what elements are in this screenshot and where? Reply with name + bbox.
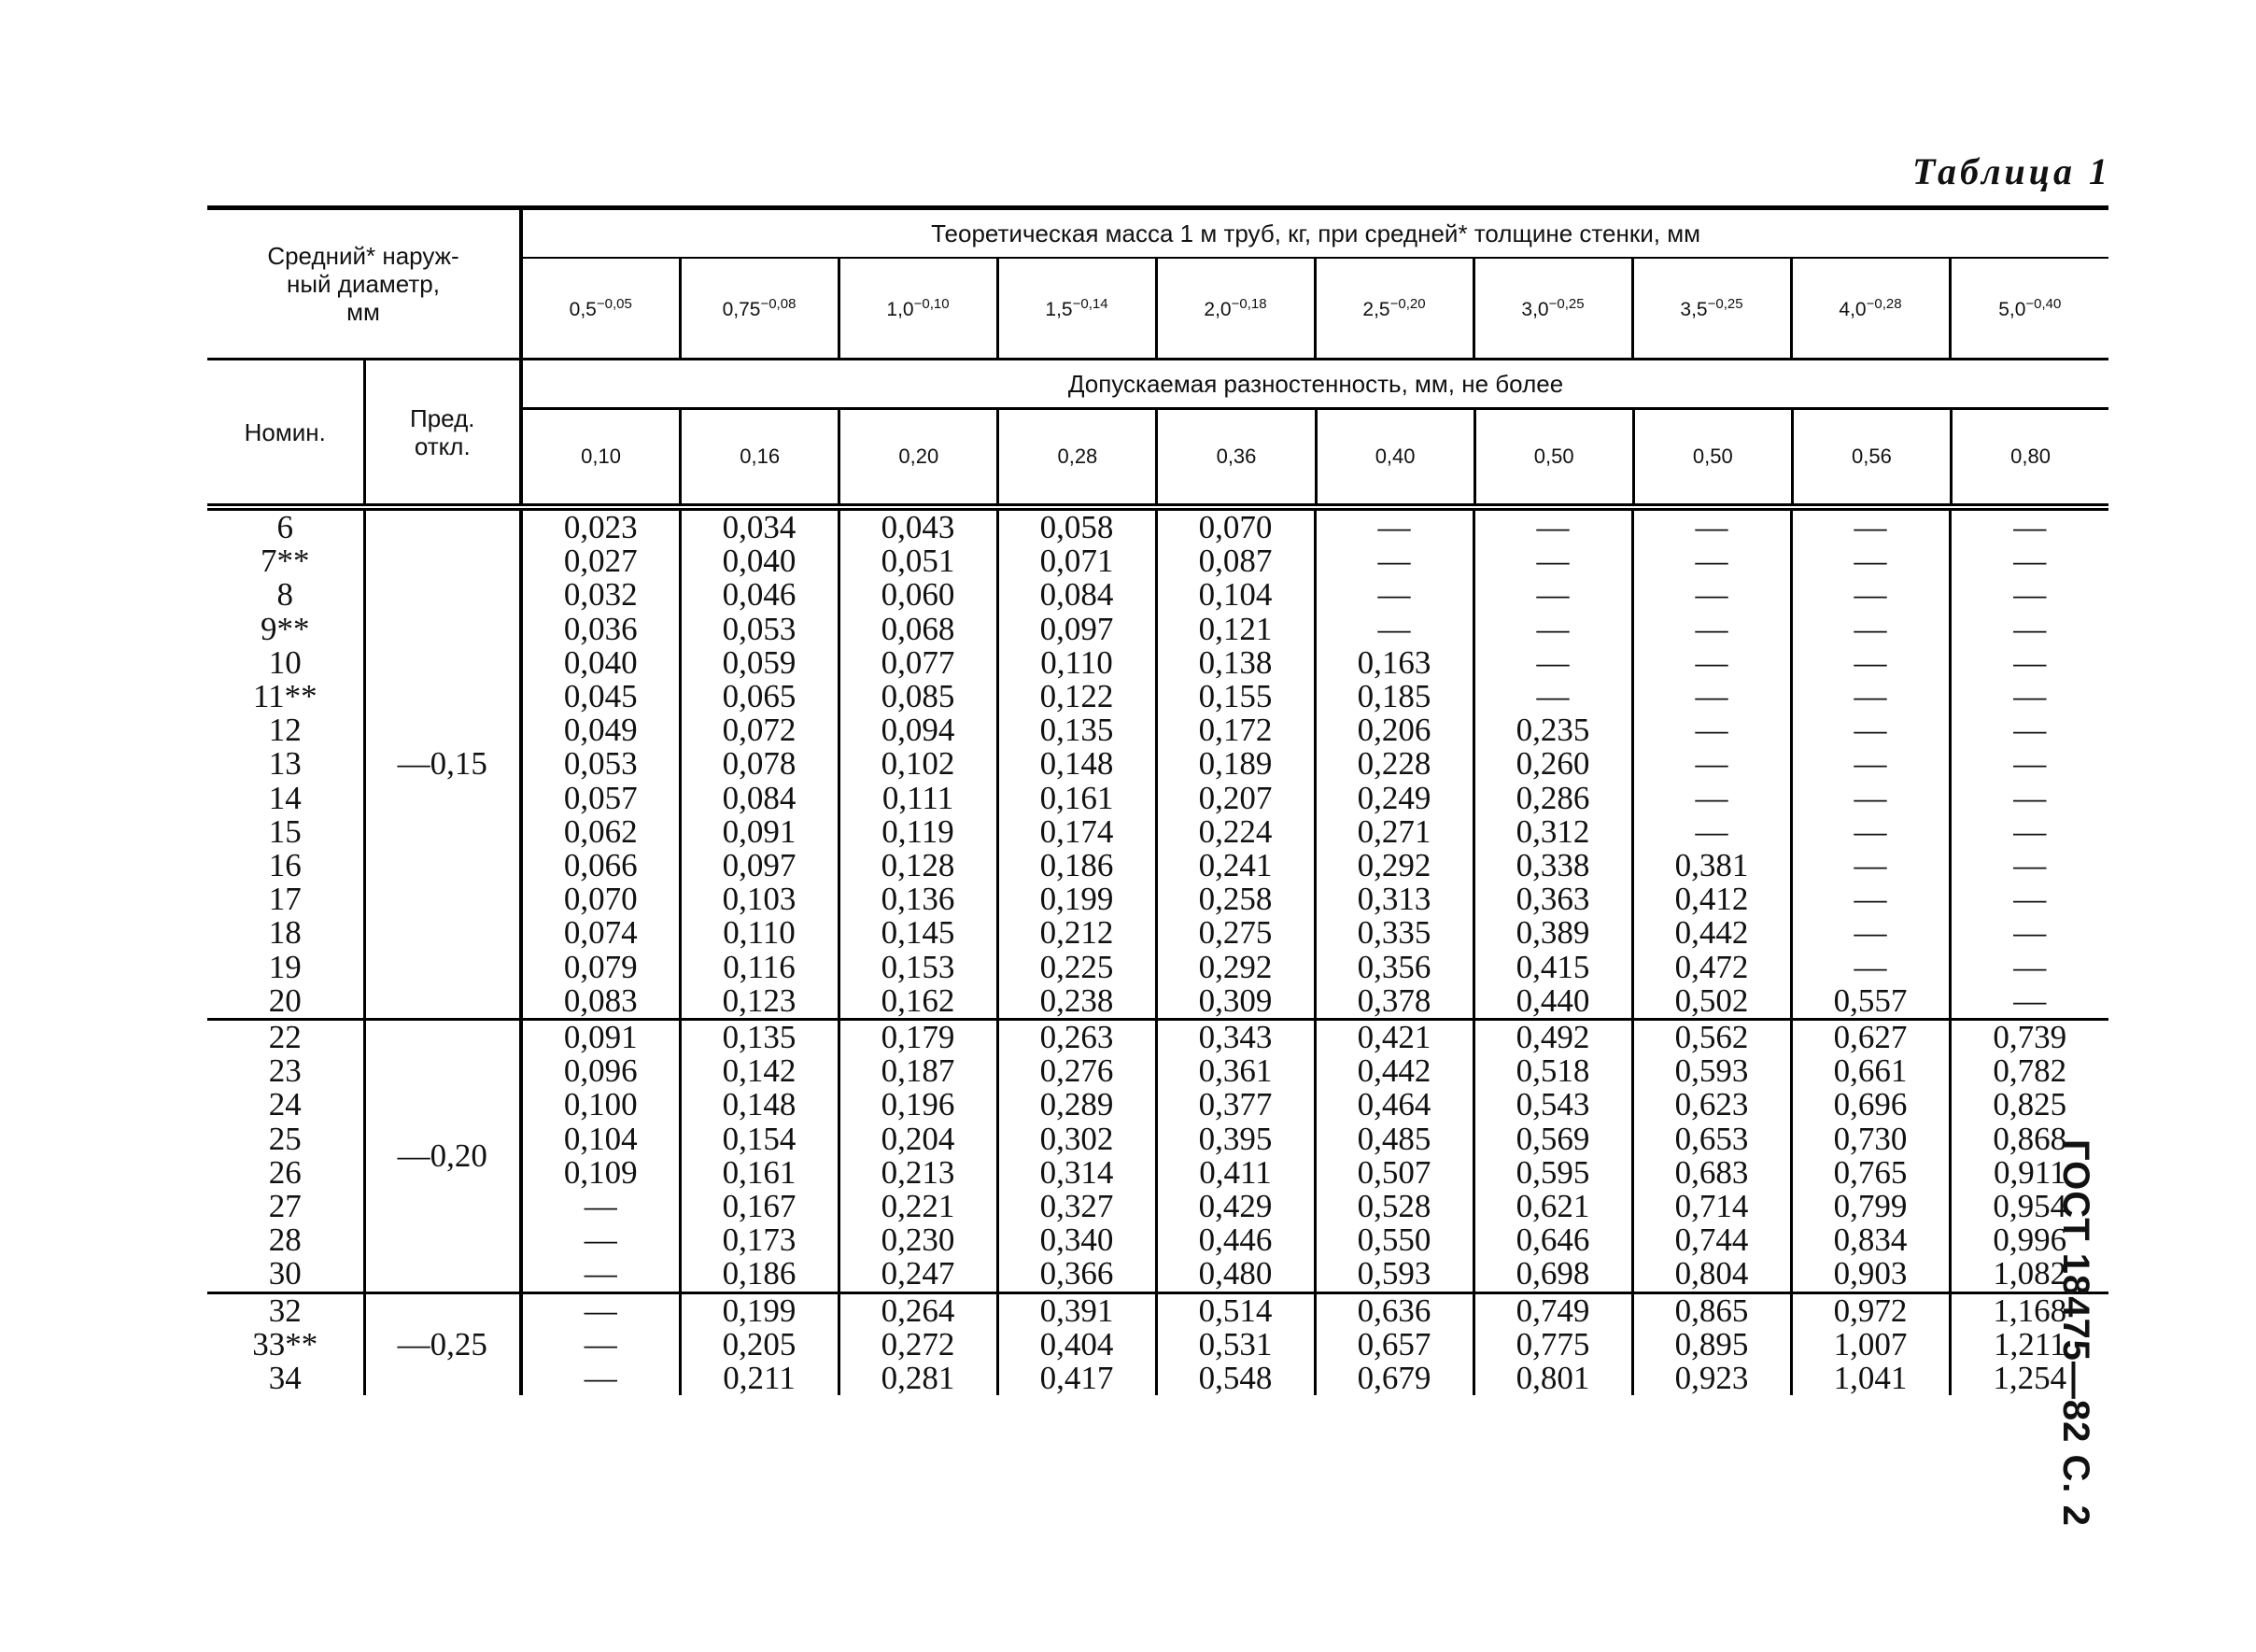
- tolerance-header: Допускаемая разностенность, мм, не более: [523, 360, 2108, 410]
- mass-values: 0,627 0,661 0,696 0,730 0,765 0,799 0,834 0,903: [1791, 1020, 1950, 1293]
- mass-values: 0,562 0,593 0,623 0,653 0,683 0,714 0,744 0,804: [1632, 1020, 1791, 1293]
- diameter-deviation: —0,20: [364, 1020, 521, 1293]
- wall-thickness-header: [1950, 258, 2108, 360]
- wall-thickness-deviation: −0,20: [1389, 295, 1426, 312]
- wall-thickness-value: 0,75: [722, 298, 761, 320]
- mass-values: 0,023 0,027 0,032 0,036 0,040 0,045 0,049 0,053 0,057 0,062 0,066 0,070 0,074 0,079 0,083: [521, 507, 680, 1020]
- mass-values: — — — — — — — — — — — — — — —: [1950, 507, 2108, 1020]
- wall-thickness-header: [997, 258, 1156, 360]
- wall-thickness-deviation: −0,25: [1707, 295, 1743, 312]
- wall-thickness-deviation: −0,10: [913, 295, 950, 312]
- mass-values: 0,091 0,096 0,100 0,104 0,109 — — —: [521, 1020, 680, 1293]
- wall-thickness-deviation: −0,14: [1072, 295, 1108, 312]
- wall-thickness-deviation: −0,08: [760, 295, 797, 312]
- mass-values: 0,135 0,142 0,148 0,154 0,161 0,167 0,173 0,186: [680, 1020, 839, 1293]
- mass-values: 0,739 0,782 0,825 0,868 0,911 0,954 0,996 1,082: [1950, 1020, 2108, 1293]
- wall-thickness-deviation: −0,05: [596, 295, 632, 312]
- wall-thickness-deviation: −0,28: [1866, 295, 1902, 312]
- mass-values: 1,168 1,211 1,254: [1950, 1292, 2108, 1395]
- tolerance-value: 0,40: [1315, 410, 1473, 503]
- mass-values: 0,058 0,071 0,084 0,097 0,110 0,122 0,135 0,148 0,161 0,174 0,186 0,199 0,212 0,225 0,238: [997, 507, 1156, 1020]
- wall-thickness-value: 1,5: [1045, 298, 1073, 320]
- tolerance-value: 0,36: [1155, 410, 1314, 503]
- mass-header: Теоретическая масса 1 м труб, кг, при средней* толщине стенки, мм: [521, 208, 2108, 259]
- mass-values: 0,043 0,051 0,060 0,068 0,077 0,085 0,094 0,102 0,111 0,119 0,128 0,136 0,145 0,153 0,162: [839, 507, 997, 1020]
- wall-thickness-header: [1632, 258, 1791, 360]
- wall-thickness-value: 4,0: [1839, 298, 1867, 320]
- wall-thickness-header: [839, 258, 997, 360]
- tolerance-value: 0,50: [1632, 410, 1791, 503]
- mass-values: — — — — — — — — — — 0,381 0,412 0,442 0,472 0,502: [1632, 507, 1791, 1020]
- tolerance-value: 0,10: [581, 445, 621, 468]
- wall-thickness-deviation: −0,25: [1548, 295, 1585, 312]
- wall-thickness-deviation: −0,18: [1231, 295, 1267, 312]
- nominal-diameters: 32 33** 34: [207, 1292, 364, 1395]
- tolerance-row: [523, 410, 2108, 503]
- table-title: Таблица 1: [1912, 150, 2111, 192]
- diameter-deviation: —0,25: [364, 1292, 521, 1395]
- wall-thickness-value: 5,0: [1998, 298, 2026, 320]
- mass-values: 0,264 0,272 0,281: [839, 1292, 997, 1395]
- mass-values: 0,749 0,775 0,801: [1473, 1292, 1632, 1395]
- nominal-diameters: 22 23 24 25 26 27 28 30: [207, 1020, 364, 1293]
- tolerance-value: 0,50: [1473, 410, 1632, 503]
- mass-values: 0,070 0,087 0,104 0,121 0,138 0,155 0,172 0,189 0,207 0,224 0,241 0,258 0,275 0,292 0,309: [1156, 507, 1315, 1020]
- mass-values: — — — — — — — — — — — — — — 0,557: [1791, 507, 1950, 1020]
- tolerance-value: 0,56: [1791, 410, 1950, 503]
- mass-values: — — —: [521, 1292, 680, 1395]
- mass-values: 0,391 0,404 0,417: [997, 1292, 1156, 1395]
- table-row-group: [207, 1020, 2108, 1293]
- table-row-group: [207, 1292, 2108, 1395]
- mass-values: 0,636 0,657 0,679: [1315, 1292, 1473, 1395]
- standard-label: ГОСТ 18475—82 С. 2: [2055, 1139, 2096, 1527]
- mass-table: [207, 205, 2108, 1395]
- wall-thickness-value: 2,5: [1362, 298, 1390, 320]
- mass-values: 0,972 1,007 1,041: [1791, 1292, 1950, 1395]
- diameter-header: Средний* наруж- ный диаметр, мм: [207, 208, 521, 360]
- deviation-header: Пред. откл.: [364, 360, 521, 508]
- mass-values: 0,199 0,205 0,211: [680, 1292, 839, 1395]
- mass-values: 0,343 0,361 0,377 0,395 0,411 0,429 0,446 0,480: [1156, 1020, 1315, 1293]
- mass-values: — — — — 0,163 0,185 0,206 0,228 0,249 0,271 0,292 0,313 0,335 0,356 0,378: [1315, 507, 1473, 1020]
- mass-values: 0,514 0,531 0,548: [1156, 1292, 1315, 1395]
- table-row-group: [207, 507, 2108, 1020]
- wall-thickness-header: [1315, 258, 1473, 360]
- wall-thickness-header: [1791, 258, 1950, 360]
- wall-thickness-header: [1156, 258, 1315, 360]
- wall-thickness-header: [1473, 258, 1632, 360]
- wall-thickness-deviation: −0,40: [2025, 295, 2062, 312]
- mass-values: — — — — — — 0,235 0,260 0,286 0,312 0,338 0,363 0,389 0,415 0,440: [1473, 507, 1632, 1020]
- tolerance-value: 0,20: [838, 410, 996, 503]
- mass-values: 0,034 0,040 0,046 0,053 0,059 0,065 0,072 0,078 0,084 0,091 0,097 0,103 0,110 0,116 0,123: [680, 507, 839, 1020]
- mass-values: 0,263 0,276 0,289 0,302 0,314 0,327 0,340 0,366: [997, 1020, 1156, 1293]
- mass-values: 0,421 0,442 0,464 0,485 0,507 0,528 0,550 0,593: [1315, 1020, 1473, 1293]
- diameter-deviation: —0,15: [364, 507, 521, 1020]
- wall-thickness-header: [680, 258, 839, 360]
- wall-thickness-value: 1,0: [886, 298, 914, 320]
- mass-values: 0,179 0,187 0,196 0,204 0,213 0,221 0,230 0,247: [839, 1020, 997, 1293]
- tolerance-value: 0,80: [1950, 410, 2108, 503]
- tolerance-value: 0,28: [996, 410, 1155, 503]
- wall-thickness-value: 3,0: [1521, 298, 1549, 320]
- wall-thickness-value: 0,5: [569, 298, 597, 320]
- wall-thickness-header: [521, 258, 680, 360]
- nominal-diameters: 6 7** 8 9** 10 11** 12 13 14 15 16 17 18 19 20: [252, 509, 317, 1019]
- wall-thickness-value: 2,0: [1204, 298, 1232, 320]
- wall-thickness-value: 3,5: [1680, 298, 1708, 320]
- tolerance-value: 0,16: [679, 410, 838, 503]
- mass-values: 0,492 0,518 0,543 0,569 0,595 0,621 0,646 0,698: [1473, 1020, 1632, 1293]
- mass-values: 0,865 0,895 0,923: [1632, 1292, 1791, 1395]
- nominal-header: Номин.: [207, 360, 364, 508]
